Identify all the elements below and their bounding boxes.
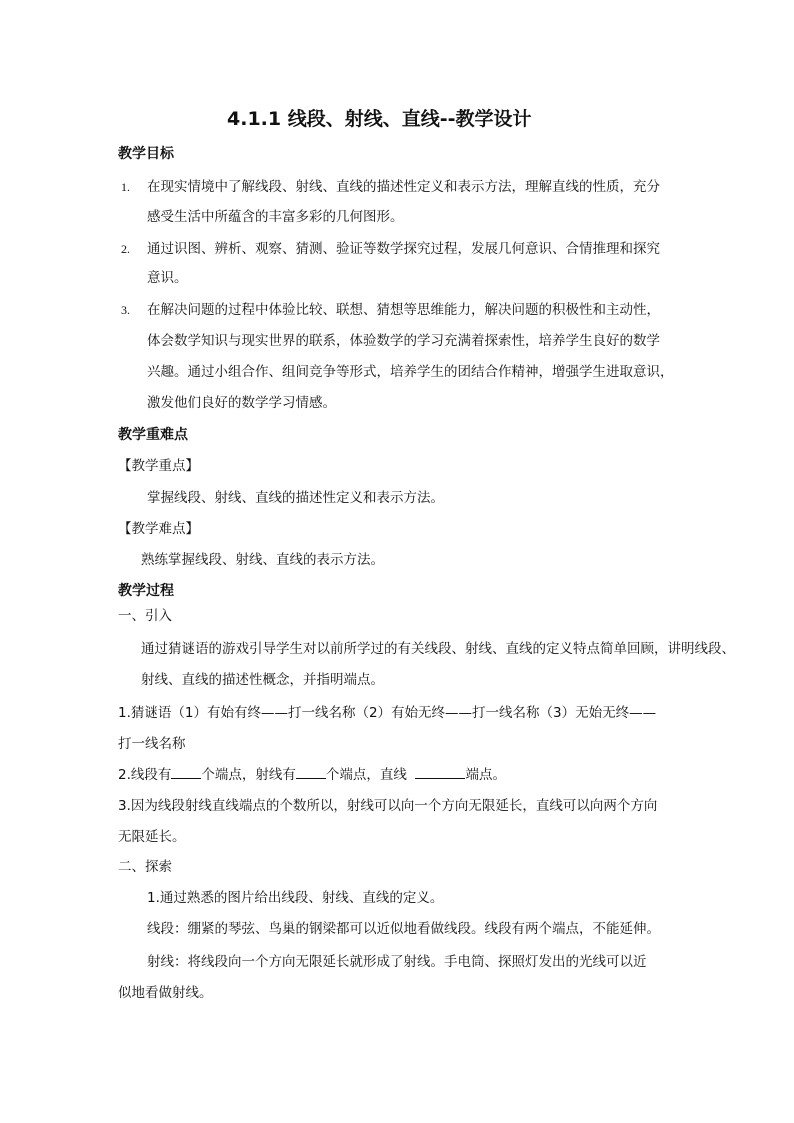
question-2-text: 个端点，射线有 bbox=[201, 767, 296, 783]
objective-text: 感受生活中所蕴含的丰富多彩的几何图形。 bbox=[147, 209, 404, 225]
segment-definition: 线段：绷紧的琴弦、鸟巢的钢梁都可以近似地看做线段。线段有两个端点，不能延伸。 bbox=[147, 921, 660, 937]
question-2 bbox=[118, 765, 506, 784]
objective-text: 在现实情境中了解线段、射线、直线的描述性定义和表示方法，理解直线的性质，充分 bbox=[147, 179, 660, 195]
difficulty-text: 熟练掌握线段、射线、直线的表示方法。 bbox=[141, 552, 384, 568]
focus-label: 【教学重点】 bbox=[118, 458, 199, 474]
objective-text: 在解决问题的过程中体验比较、联想、猜想等思维能力，解决问题的积极性和主动性， bbox=[147, 302, 660, 318]
answer-blank bbox=[296, 765, 326, 779]
question-2-text: 个端点，直线 bbox=[325, 767, 407, 783]
document-title: 4.1.1 线段、射线、直线--教学设计 bbox=[227, 108, 532, 130]
intro-paragraph: 射线、直线的描述性概念，并指明端点。 bbox=[141, 672, 384, 688]
objectives-heading: 教学目标 bbox=[118, 146, 174, 162]
objective-number: 2. bbox=[121, 242, 130, 256]
question-2-text: 端点。 bbox=[465, 767, 506, 783]
keypoints-heading: 教学重难点 bbox=[118, 427, 188, 443]
focus-text: 掌握线段、射线、直线的描述性定义和表示方法。 bbox=[147, 490, 444, 506]
objective-text: 体会数学知识与现实世界的联系，体验数学的学习充满着探索性，培养学生良好的数学 bbox=[147, 333, 660, 349]
objective-number: 1. bbox=[121, 180, 130, 194]
objective-text: 激发他们良好的数学学习情感。 bbox=[147, 395, 336, 411]
question-1: 1.猜谜语（1）有始有终——打一线名称（2）有始无终——打一线名称（3）无始无终—— bbox=[118, 705, 657, 721]
intro-paragraph: 通过猜谜语的游戏引导学生对以前所学过的有关线段、射线、直线的定义特点简单回顾，讲明线段、 bbox=[141, 641, 735, 657]
objective-text: 意识。 bbox=[147, 270, 188, 286]
intro-heading: 一、引入 bbox=[118, 608, 172, 624]
difficulty-label: 【教学难点】 bbox=[118, 521, 199, 537]
question-3: 3.因为线段射线直线端点的个数所以，射线可以向一个方向无限延长，直线可以向两个方向 bbox=[118, 798, 658, 814]
explore-heading: 二、探索 bbox=[118, 859, 172, 875]
objective-number: 3. bbox=[121, 303, 130, 317]
question-3: 无限延长。 bbox=[118, 829, 186, 845]
objective-text: 通过识图、辨析、观察、猜测、验证等数学探究过程，发展几何意识、合情推理和探究 bbox=[147, 241, 660, 257]
answer-blank bbox=[415, 765, 465, 779]
question-1: 打一线名称 bbox=[118, 736, 186, 752]
ray-definition: 似地看做射线。 bbox=[118, 985, 213, 1001]
answer-blank bbox=[171, 765, 201, 779]
process-heading: 教学过程 bbox=[118, 583, 174, 599]
ray-definition: 射线：将线段向一个方向无限延长就形成了射线。手电筒、探照灯发出的光线可以近 bbox=[147, 954, 647, 970]
explore-item: 1.通过熟悉的图片给出线段、射线、直线的定义。 bbox=[147, 890, 444, 906]
question-2-text: 2.线段有 bbox=[118, 767, 172, 783]
objective-text: 兴趣。通过小组合作、组间竞争等形式，培养学生的团结合作精神，增强学生进取意识， bbox=[147, 364, 674, 380]
